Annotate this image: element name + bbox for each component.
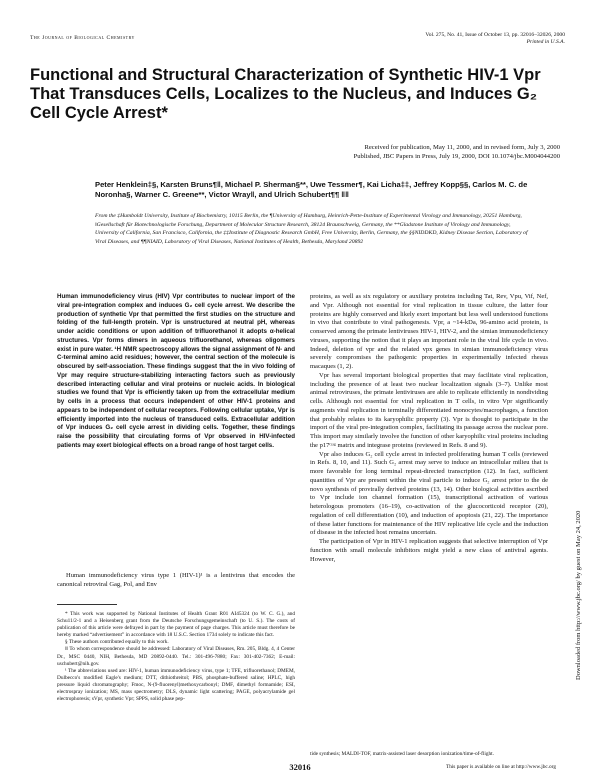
journal-name: The Journal of Biological Chemistry	[30, 35, 135, 41]
footnotes	[57, 611, 295, 703]
body-text-right-column	[310, 293, 548, 564]
footnote-divider	[57, 604, 117, 605]
footnote-continuation: tide synthesis; MALDI-TOF, matrix-assisted laser desorption ionization/time-of-flight.	[310, 751, 494, 757]
published-line: Published, JBC Papers in Press, July 19, 2000, DOI 10.1074/jbc.M004044200	[353, 153, 560, 160]
footnote-equal-contribution: § These authors contributed equally to this work.	[65, 639, 169, 646]
received-dates	[40, 143, 560, 161]
online-availability-note: This paper is available on line at http://www.jbc.org	[445, 764, 556, 770]
volume-line: Vol. 275, No. 41, Issue of October 13, pp. 32016–32026, 2000	[425, 32, 565, 38]
download-watermark	[566, 300, 580, 680]
abstract: Human immunodeficiency virus (HIV) Vpr contributes to nuclear import of the viral pre-integration complex and induces G₂ cell cycle arrest. We describe the production of synthetic Vpr that permitted the first studies on the structure and folding of the full-length protein. Vpr is unstructured at neutral pH, whereas under acidic conditions or upon addition of trifluorethanol it adopts α-helical structures. Vpr forms dimers in aqueous trifluorethanol, whereas oligomers exist in pure water. ¹H NMR spectroscopy allows the signal assignment of N- and C-terminal amino acid residues; however, the central section of the molecule is obscured by self-association. These findings suggest that the in vivo folding of Vpr may require structure-stabilizing interacting factors such as previously described interacting cellular and viral proteins or nucleic acids. In biological studies we found that Vpr is efficiently taken up from the extracellular medium by cells in a process that occurs independent of other HIV-1 proteins and appears to be independent of cellular receptors. Following cellular uptake, Vpr is efficiently imported into the nucleus of transduced cells. Extracellular addition of Vpr induces G₂ cell cycle arrest in dividing cells. Together, these findings raise the possibility that circulating forms of Vpr observed in HIV-infected patients may exert biological effects on a broad range of host target cells.	[57, 293, 295, 449]
received-line: Received for publication, May 11, 2000, and in revised form, July 3, 2000	[364, 144, 560, 151]
body-paragraph: proteins, as well as six regulatory or auxiliary proteins including Tat, Rev, Vpu, Vif, Nef, and Vpr. Although not essential for viral replication in tissue culture, the latter four proteins are highly conserved and likely exert important but less well understood functions in vivo that contribute to viral pathogenesis. Vpr, a ~14-kDa, 96-amino acid protein, is conserved among the primate lentiviruses HIV-1, HIV-2, and the simian immunodeficiency viruses, supporting the notion that it plays an important role in the viral life cycle in vivo. Indeed, deletion of vpr and the related vpx genes in simian immunodeficiency virus severely compromises the pathogenic properties in experimentally infected rhesus macaques (1, 2).	[310, 293, 548, 370]
body-paragraph: Vpr has several important biological properties that may facilitate viral replication, including the presence of at least two nuclear localization signals (3–7). Unlike most animal retroviruses, the primate lentiviruses are able to replicate efficiently in nondividing cells. Although not essential for viral replication in T cells, in vitro Vpr significantly augments viral replication in terminally differentiated monocytes/macrophages, a function that probably relates to its karyophilic property (3). Vpr is thought to participate in the import of the viral pre-integration complex, facilitating its passage across the nuclear pore. This import may similarly involve the function of other karyophilic viral proteins including the p17ᴳᵃᵍ matrix and integrase proteins (reviewed in Refs. 8 and 9).	[310, 371, 548, 449]
page-number: 32016	[289, 762, 311, 772]
body-paragraph: The participation of Vpr in HIV-1 replication suggests that selective interruption of Vpr function with small molecule inhibitors might yield a new class of antiviral agents. However,	[310, 538, 548, 563]
printed-line: Printed in U.S.A.	[526, 39, 565, 45]
intro-paragraph: Human immunodeficiency virus type 1 (HIV-1)¹ is a lentivirus that encodes the canonical retroviral Gag, Pol, and Env	[57, 572, 295, 588]
download-watermark-text: Downloaded from http://www.jbc.org/ by guest on May 24, 2020	[575, 510, 582, 680]
affiliations: From the ‡Humboldt University, Institute of Biochemistry, 10115 Berlin, the ¶University of Hamburg, Heinrich-Pette-Institute of Experimental Virology and Immunology, 20251 Hamburg, ‖Gesellschaft für Biotechnologische Forschung, Department of Molecular Structure Research, 38124 Braunschweig, Germany, the **Gladstone Institute of Virology and Immunology, University of California, San Francisco, California, the ‡‡Institute of Diagnostic Research GmbH, Free University, Berlin, Germany, the §§NIDDKD, Kidney Disease Section, Laboratory of Viral Diseases, and ¶¶NIAID, Laboratory of Viral Diseases, National Institutes of Health, Bethesda, Maryland 20892	[95, 213, 528, 245]
footnote-funding: * This work was supported by National Institutes of Health Grant R01 AI45324 (to W. C. G.), and Schu11/2-1 and a Heisenberg grant from the Deutsche Forschungsgemeinschaft (to U. S.). The costs of publication of this article were defrayed in part by the payment of page charges. This article must therefore be hereby marked “advertisement” in accordance with 18 U.S.C. Section 1734 solely to indicate this fact.	[57, 611, 295, 639]
footnote-correspondence: ‖‖ To whom correspondence should be addressed: Laboratory of Viral Diseases, Rm. 205, Bldg. 4, 4 Center Dr., MSC 0440, NIH, Bethesda, MD 20892-0440. Tel.: 301-496-7880; Fax: 301-402-7362; E-mail: uschubert@nih.gov.	[57, 646, 295, 667]
author-list: Peter Henklein‡§, Karsten Bruns¶‖, Michael P. Sherman§**, Uwe Tessmer¶, Kai Licha‡‡, Jeffrey Kopp§§, Carlos M. C. de Noronha§, Warner C. Greene**, Victor Wray‖, and Ulrich Schubert¶¶ ‖‖	[95, 180, 528, 199]
issue-info	[365, 32, 565, 46]
footnote-abbreviations: ¹ The abbreviations used are: HIV-1, human immunodeficiency virus, type 1; TFE, trifluorethanol; DMEM, Dulbecco's modified Eagle's medium; DTT, dithiothreitol; PBS, phosphate-buffered saline; HPLC, high pressure liquid chromatography; Fmoc, N-(9-fluorenyl)methoxycarbonyl; DMF, dimethyl formamide; ESI, electrospray ionization; MS, mass spectrometry; DLS, dynamic light scattering; PAGE, polyacrylamide gel electrophoresis; sVpr, synthetic Vpr; SPPS, solid phase pep-	[57, 667, 295, 703]
body-paragraph: Vpr also induces G₂ cell cycle arrest in infected proliferating human T cells (reviewed in Refs. 8, 10, and 11). Such G₂ arrest may serve to induce an intracellular milieu that is more favorable for long terminal repeat-directed transcription (12). In fact, sufficient quantities of Vpr are present within the viral particle to induce G₂ arrest prior to the de novo synthesis of provirally derived proteins (13, 14). Other biological activities ascribed to Vpr include ion channel formation (15), transcriptional activation of various heterologous promoters (16–19), co-activation of the glucocorticoid receptor (20), regulation of cell differentiation (10), and induction of apoptosis (21, 22). The importance of these latter functions for maintenance of the HIV replicative life cycle and the induction of disease in the infected host remains uncertain.	[310, 450, 548, 537]
article-title: Functional and Structural Characterization of Synthetic HIV-1 Vpr That Transduces Cells, Localizes to the Nucleus, and Induces G₂ Cell Cycle Arrest*	[30, 66, 541, 122]
